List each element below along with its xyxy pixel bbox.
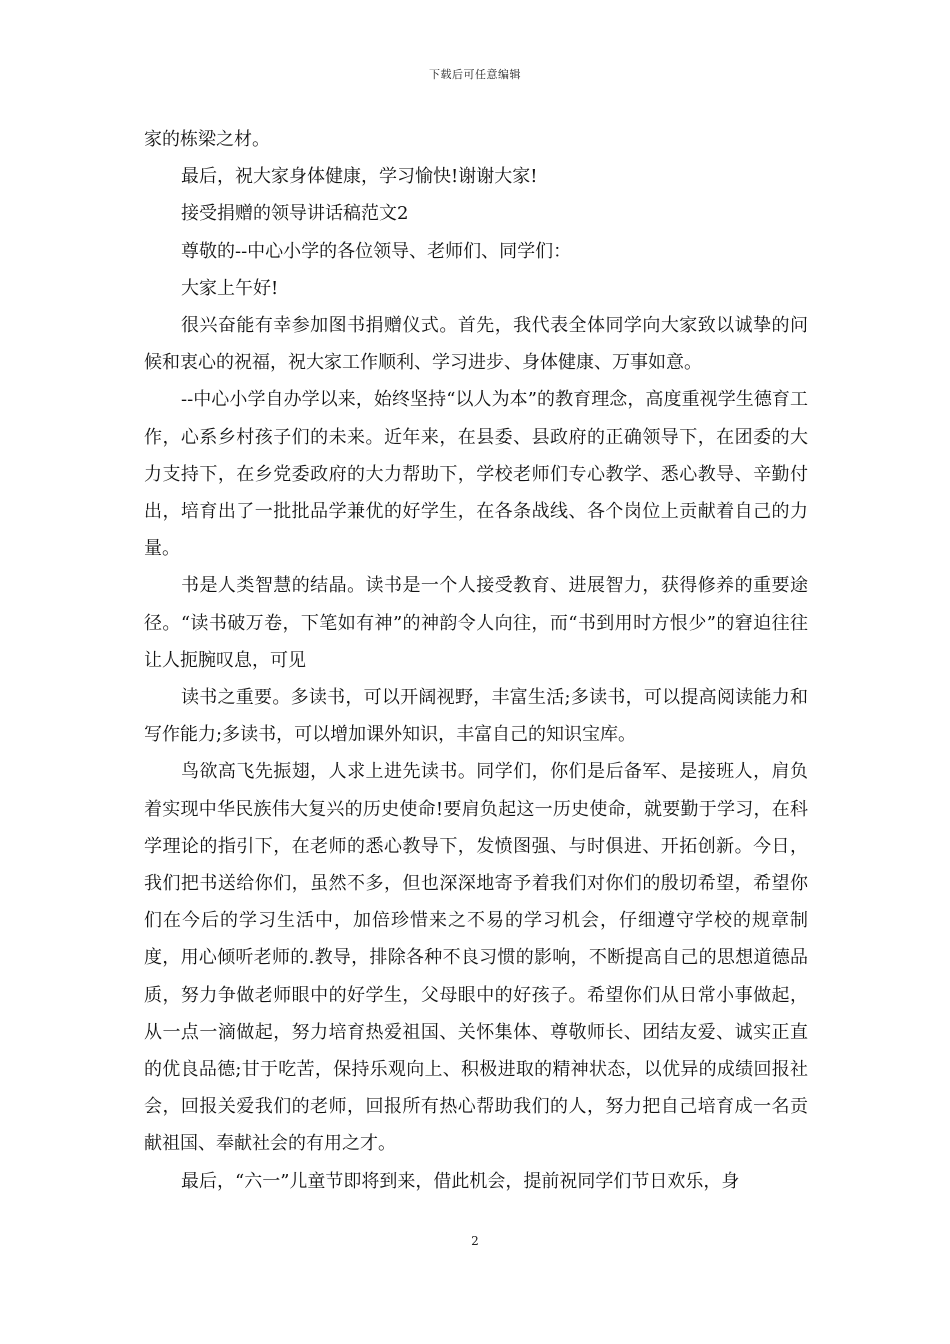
paragraph-1: 最后，祝大家身体健康，学习愉快!谢谢大家! [181,166,538,188]
paragraph-5: 很兴奋能有幸参加图书捐赠仪式。首先，我代表全体同学向大家致以诚挚的问候和衷心的祝福，祝大家工作顺利、学习进步、身体健康、万事如意。 [144,315,808,374]
paragraph-7: 书是人类智慧的结晶。读书是一个人接受教育、进展智力，获得修养的重要途径。“读书破万卷，下笔如有神”的神韵令人向往，而“书到用时方恨少”的窘迫往往让人扼腕叹息，可见 [144,575,808,671]
page-number: 2 [471,1234,479,1248]
paragraph-4: 大家上午好! [181,277,279,299]
document-body [144,121,808,1200]
paragraph-9: 鸟欲高飞先振翅，人求上进先读书。同学们，你们是后备军、是接班人，肩负着实现中华民族伟大复兴的历史使命!要肩负起这一历史使命，就要勤于学习，在科学理论的指引下，在老师的悉心教导下，发愤图强、与时俱进、开拓创新。今日，我们把书送给你们，虽然不多，但也深深地寄予着我们对你们的殷切希望，希望你们在今后的学习生活中，加倍珍惜来之不易的学习机会，仔细遵守学校的规章制度，用心倾听老师的.教导，排除各种不良习惯的影响，不断提高自己的思想道德品质，努力争做老师眼中的好学生，父母眼中的好孩子。希望你们从日常小事做起，从一点一滴做起，努力培育热爱祖国、关怀集体、尊敬师长、团结友爱、诚实正直的优良品德;甘于吃苦，保持乐观向上、积极进取的精神状态，以优异的成绩回报社会，回报关爱我们的老师，回报所有热心帮助我们的人，努力把自己培育成一名贡献祖国、奉献社会的有用之才。 [144,761,808,1155]
paragraph-3: 尊敬的--中心小学的各位领导、老师们、同学们： [181,240,572,262]
page-header-note: 下载后可任意编辑 [429,68,521,81]
paragraph-0: 家的栋梁之材。 [144,129,270,150]
paragraph-6: --中心小学自办学以来，始终坚持“以人为本”的教育理念，高度重视学生德育工作，心系乡村孩子们的未来。近年来，在县委、县政府的正确领导下，在团委的大力支持下，在乡党委政府的大力帮助下，学校老师们专心教学、悉心教导、辛勤付出，培育出了一批批品学兼优的好学生，在各条战线、各个岗位上贡献着自己的力量。 [144,389,808,560]
paragraph-10: 最后，“六一”儿童节即将到来，借此机会，提前祝同学们节日欢乐，身 [181,1170,740,1192]
paragraph-2: 接受捐赠的领导讲话稿范文2 [181,203,409,225]
paragraph-8: 读书之重要。多读书，可以开阔视野，丰富生活;多读书，可以提高阅读能力和写作能力;多读书，可以增加课外知识，丰富自己的知识宝库。 [144,687,808,746]
